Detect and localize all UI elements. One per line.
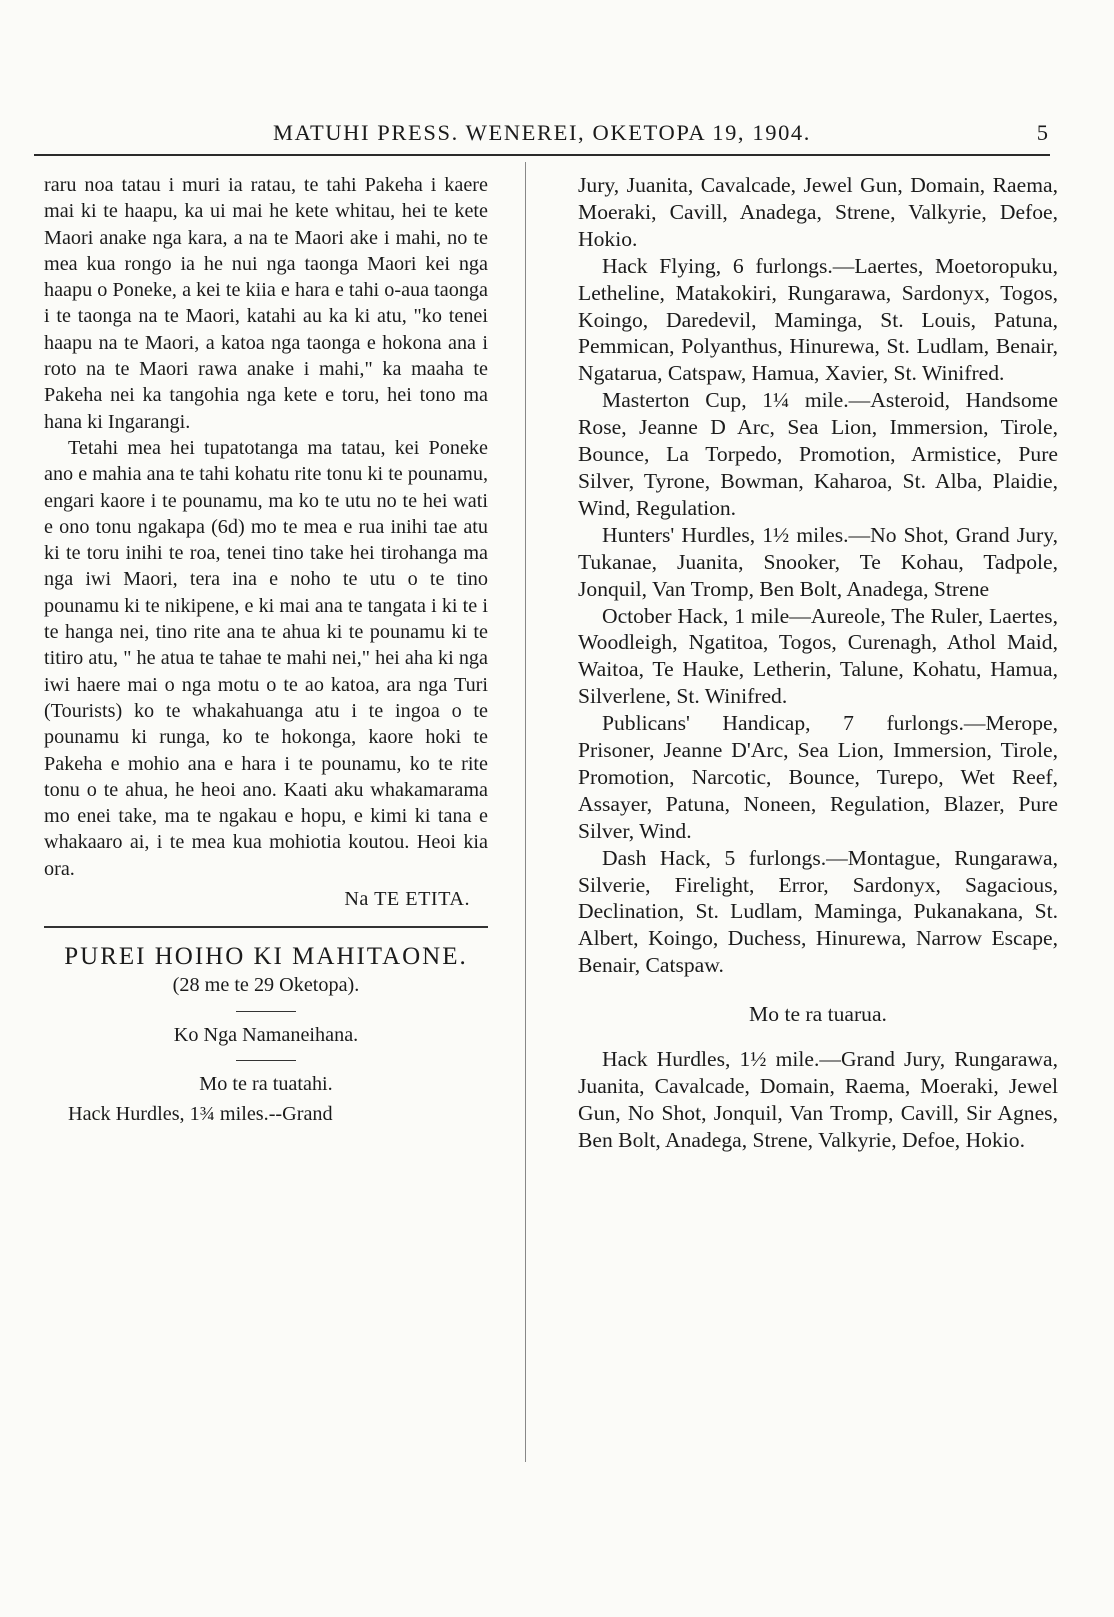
race-entry: Dash Hack, 5 furlongs.—Montague, Rungarawa, Silverie, Firelight, Error, Sardonyx, Sagacious, Declination, St. Ludlam, Maminga, Pukanakana, St. Albert, Koingo, Duchess, Hinurewa, Narrow Escape, Benair, Catspaw. [578,845,1058,978]
race-entry: Hack Hurdles, 1¾ miles.--Grand [68,1103,333,1126]
race-entry: Hunters' Hurdles, 1½ miles.—No Shot, Grand Jury, Tukanae, Juanita, Snooker, Te Kohau, Tadpole, Jonquil, Van Tromp, Ben Bolt, Anadega, Strene [578,522,1058,601]
short-rule [236,1060,296,1061]
nominations-heading: Ko Nga Namaneihana. [173,1023,359,1046]
race-entry: October Hack, 1 mile—Aureole, The Ruler, Laertes, Woodleigh, Ngatitoa, Togos, Curenagh, Athol Maid, Waitoa, Te Hauke, Letherin, Talune, Kohatu, Hamua, Silverlene, St. Winifred. [578,603,1058,709]
page-number: 5 [1036,120,1048,145]
page-header [34,114,1050,156]
article-paragraph: raru noa tatau i muri ia ratau, te tahi Pakeha i kaere mai ki te haapu, ka ui mai he kete whitau, hei te kete Maori anake nga kara, a na te Maori ake i mahi, no te mea kua rongo ia he nui nga taonga Maori kei nga haapu o Poneke, a kei te kiia e hara e tahi o-aua taonga i te taonga na te Maori, katahi au ka ki atu, "ko tenei haapu na te Maori, a katoa nga taonga e hokona ana i roto na te Maori rawa anake i mahi," ka maaha te Pakeha nei ka tangohia nga kete e toru, hei tono ma hana ki Ingarangi. [44,174,488,433]
race-entry: Hack Flying, 6 furlongs.—Laertes, Moetoropuku, Letheline, Matakokiri, Rungarawa, Sardonyx, Togos, Koingo, Daredevil, Maminga, St. Louis, Patuna, Pemmican, Polyanthus, Hinurewa, St. Ludlam, Benair, Ngatarua, Catspaw, Hamua, Xavier, St. Winifred. [578,253,1058,386]
section-dates: (28 me te 29 Oketopa). [172,974,360,997]
race-entry: Hack Hurdles, 1½ mile.—Grand Jury, Rungarawa, Juanita, Cavalcade, Domain, Raema, Moeraki, Jewel Gun, No Shot, Jonquil, Van Tromp, Cavill, Sir Agnes, Ben Bolt, Anadega, Strene, Valkyrie, Defoe, Hokio. [578,1047,1058,1152]
editor-signature: Na TE ETITA. [344,888,470,911]
section-separator [44,926,488,928]
day-two-heading: Mo te ra tuarua. [749,1002,887,1027]
race-entry: Masterton Cup, 1¼ mile.—Asteroid, Handsome Rose, Jeanne D Arc, Sea Lion, Immersion, Tirole, Bounce, La Torpedo, Promotion, Armistice, Pure Silver, Tyrone, Bowman, Kaharoa, St. Alba, Plaidie, Wind, Regulation. [578,388,1058,520]
section-title: PUREI HOIHO KI MAHITAONE. [64,943,468,971]
right-column [578,172,1058,1154]
short-rule [236,1011,296,1012]
race-entry: Publicans' Handicap, 7 furlongs.—Merope, Prisoner, Jeanne D'Arc, Sea Lion, Immersion, Tirole, Promotion, Narcotic, Bounce, Turepo, Wet Reef, Assayer, Patuna, Noneen, Regulation, Blazer, Pure Silver, Wind. [578,711,1058,843]
day-one-heading: Mo te ra tuatahi. [199,1072,333,1095]
article-paragraph: Tetahi mea hei tupatotanga ma tatau, kei Poneke ano e mahia ana te tahi kohatu rite tonu ki te pounamu, engari kaore i te pounamu, ma ko te utu no te hei wati e ono tonu ngakapa (6d) mo te mea e rua inihi tae atu ki te toru inihi te roa, tenei tino take hei tirohanga ma nga iwi Maori, tera ina e noho te utu o te tino pounamu ki te nikipene, e ki mai ana te tangata i ki te i te hanga nei, tino rite ana te ahua ki te pounamu ki te titiro atu, " he atua te tahae te mahi nei," hei aha ki nga iwi haere mai o nga motu o te ao katoa, ara nga Turi (Tourists) ko te whakahuanga atu i te ingoa o te pounamu ki runga, ko te hokonga, kaore hoki te Pakeha e mohio ana e hara i te pounamu, ko te rite tonu o te ahua, he heoi ano. Kaati aku whakamarama mo enei take, ma te ngakau e hopu, e kimi ki tana e whakaaro ai, i te mea kua mohiotia koutou. Heoi kia ora. [44,436,488,880]
left-column [44,172,488,1128]
column-divider [525,162,526,1462]
race-entry: Jury, Juanita, Cavalcade, Jewel Gun, Domain, Raema, Moeraki, Cavill, Anadega, Strene, Valkyrie, Defoe, Hokio. [578,173,1058,251]
masthead-title: MATUHI PRESS. WENEREI, OKETOPA 19, 1904. [272,120,811,145]
